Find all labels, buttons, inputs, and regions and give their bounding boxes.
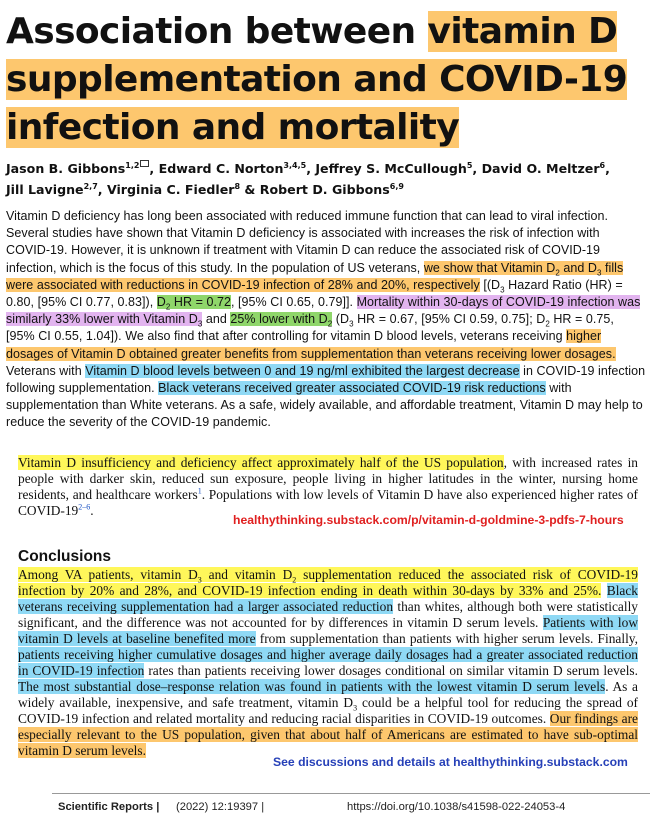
author-name: Virginia C. Fiedler: [106, 182, 235, 198]
highlight-blue: Black veterans receiving supplementation had a larger associated reduction: [18, 583, 638, 614]
author-name: Jason B. Gibbons: [6, 161, 126, 177]
author-name: Robert D. Gibbons: [259, 182, 390, 198]
abstract: Vitamin D deficiency has long been associated with reduced immune function that can lead to viral infection. Several studies have shown that Vitamin D deficiency is associated with increases the risk of infection with COVID-19. However, it is unknown if treatment with Vitamin D can reduce the associated risk of COVID-19 infection, which is the focus of this study. In the population of US veterans, we show that Vitamin $D_2$ and $D_3$ fills were associated with reductions in COVID-19 infection of 28% and 20%, respectively [($D_3$ Hazard Ratio (HR) = 0.80, [95% CI 0.77, 0.83]), $D_2$ HR = 0.72, [95% CI 0.65, 0.79]]. Mortality within 30-days of COVID-19 infection was similarly 33% lower with Vitamin $D_3$ and 25% lower with $D_2$ ($D_3$ HR = 0.67, [95% CI 0.59, 0.75]; $D_2$ HR = 0.75, [95% CI 0.55, 1.04]). We also find that after controlling for vitamin D blood levels, veterans receiving higher dosages of Vitamin D obtained greater benefits from supplementation than veterans receiving lower dosages. Veterans with Vitamin D blood levels between 0 and 19 ng/ml exhibited the largest decrease in COVID-19 infection following supplementation. Black veterans received greater associated COVID-19 risk reductions with supplementation than White veterans. As a safe, widely available, and affordable treatment, Vitamin D may help to reduce the severity of the COVID-19 pandemic.: [6, 209, 646, 430]
substack-home-link[interactable]: See discussions and details at healthythinking.substack.com: [273, 755, 628, 769]
highlight-green: 25% lower with $D_2$: [230, 312, 333, 329]
reference-link[interactable]: 2–6: [78, 502, 91, 512]
conclusions-text: Among VA patients, vitamin $D_3$ and vitamin $D_2$ supplementation reduced the associated risk of COVID-19 infection by 20% and 28%, and COVID-19 infection ending in death within 30-days by 33% and 25%. Black veterans receiving supplementation had a larger associated reduction than whites, although both were statistically significant, and the difference was not accounted for by differences in vitamin D serum levels. Patients with low vitamin D levels at baseline benefited more from supplementation than patients with higher serum levels. Finally, patients receiving higher cumulative dosages and higher average daily dosages had a greater associated reduction in COVID-19 infection rates than patients receiving lower dosages conditional on similar vitamin D serum levels. The most substantial dose–response relation was found in patients with the lowest vitamin D serum levels. As a widely available, inexpensive, and safe treatment, vitamin $D_3$ could be a helpful tool for reducing the spread of COVID-19 infection and related mortality and reducing racial disparities in COVID-19 outcomes. Our findings are especially relevant to the US population, given that about half of Americans are estimated to have sub-optimal vitamin D serum levels.: [18, 567, 638, 758]
highlight-blue: Vitamin D blood levels between 0 and 19 ng/ml exhibited the largest decrease: [85, 363, 520, 378]
title-highlight: vitamin D supplementation and COVID-19 infection and mortality: [6, 11, 628, 148]
author-affiliation: 3,4,5: [283, 161, 307, 170]
journal-name: Scientific Reports |: [58, 801, 160, 813]
author-affiliation: 6: [599, 161, 606, 170]
envelope-icon[interactable]: [140, 160, 149, 167]
reference-link[interactable]: 1: [197, 486, 202, 496]
intro-excerpt: Vitamin D insufficiency and deficiency affect approximately half of the US population, with increased rates in people with darker skin, reduced sun exposure, people living in higher latitudes in the winter, nursing home residents, and healthcare workers$^1$. Populations with low levels of Vitamin D have also experienced higher rates of COVID-19$^{2-6}$.: [18, 455, 639, 518]
author-name: David O. Meltzer: [481, 161, 600, 177]
doi-link[interactable]: https://doi.org/10.1038/s41598-022-24053-4: [347, 801, 566, 813]
author-name: Edward C. Norton: [158, 161, 284, 177]
highlight-orange: we show that Vitamin $D_2$ and $D_3$ fills were associated with reductions in COVID-19 infection of 28% and 20%, respectively: [6, 260, 624, 292]
highlight-blue: Patients with low vitamin D levels at baseline benefited more: [18, 615, 638, 646]
author-name: Jill Lavigne: [6, 182, 84, 198]
author-affiliation: 6,9: [389, 182, 404, 192]
highlight-yellow: Vitamin D insufficiency and deficiency affect approximately half of the US population: [18, 455, 504, 470]
highlight-green: $D_2$ HR = 0.72: [156, 295, 231, 312]
author-list: Jason B. Gibbons$^{1,2}$ , Edward C. Norton$^{3,4,5}$, Jeffrey S. McCullough$^5$, David O. Meltzer$^6$, Jill Lavigne$^{2,7}$, Virginia C. Fiedler$^8$ & Robert D. Gibbons$^{6,9}$: [6, 161, 610, 198]
citation: (2022) 12:19397 |: [176, 801, 265, 813]
author-name: Jeffrey S. McCullough: [315, 161, 467, 177]
author-affiliation: 1,2: [125, 161, 140, 170]
author-affiliation: 2,7: [83, 182, 98, 192]
highlight-blue: The most substantial dose–response relation was found in patients with the lowest vitamin D serum levels: [18, 679, 606, 694]
page-title: [6, 8, 646, 152]
highlight-orange: Our findings are especially relevant to the US population, given that about half of Americans are estimated to have sub-optimal vitamin D serum levels.: [18, 711, 638, 758]
title-plain: Association between: [6, 11, 428, 52]
highlight-blue: Black veterans received greater associated COVID-19 risk reductions: [158, 381, 546, 396]
substack-article-link[interactable]: healthythinking.substack.com/p/vitamin-d-goldmine-3-pdfs-7-hours: [233, 513, 624, 527]
highlight-blue: patients receiving higher cumulative dosages and higher average daily dosages had a greater associated reduction in COVID-19 infection: [18, 647, 638, 678]
footer-divider: [52, 793, 650, 794]
author-affiliation: 5: [466, 161, 473, 170]
page-footer: [58, 801, 566, 813]
author-affiliation: 8: [234, 182, 241, 192]
conclusions-heading: Conclusions: [18, 548, 112, 565]
highlight-orange: higher dosages of Vitamin D obtained greater benefits from supplementation than veterans receiving lower dosages.: [6, 329, 616, 361]
highlight-purple: Mortality within 30-days of COVID-19 infection was similarly 33% lower with Vitamin $D_3$: [6, 295, 641, 329]
highlight-yellow: Among VA patients, vitamin $D_3$ and vitamin $D_2$ supplementation reduced the associated risk of COVID-19 infection by 20% and 28%, and COVID-19 infection ending in death within 30-days by 33% and 25%.: [18, 567, 638, 598]
